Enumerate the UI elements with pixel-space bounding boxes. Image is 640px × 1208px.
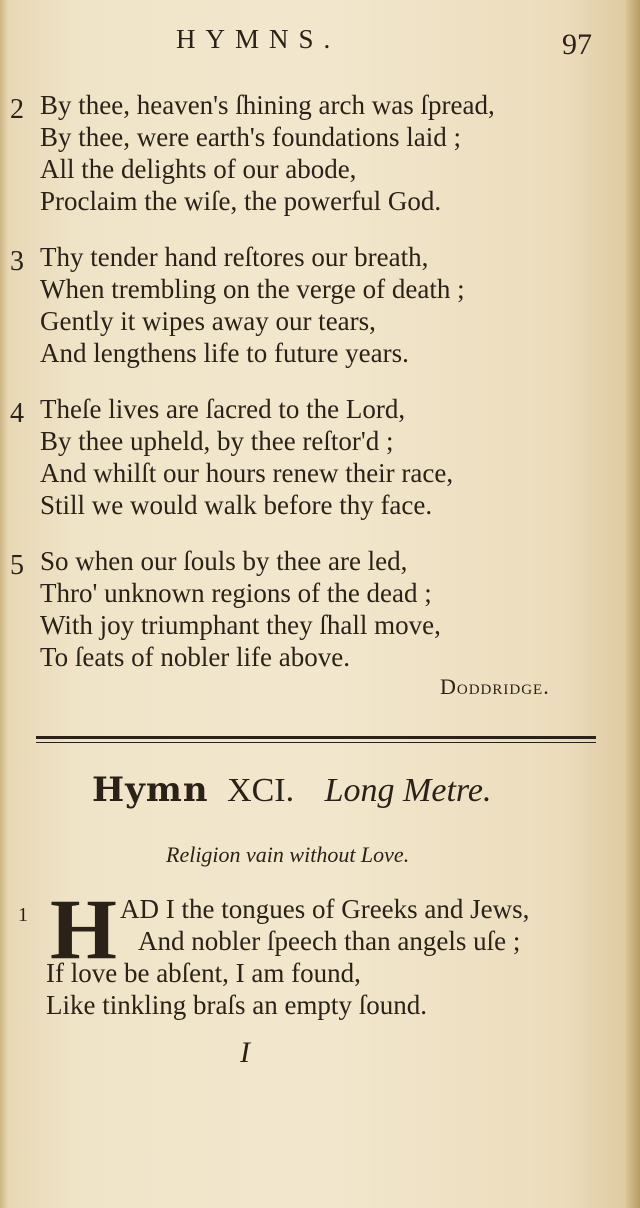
verse-line: With joy triumphant they ſhall move, [40, 610, 441, 640]
verse-number-1: 1 [18, 904, 28, 926]
verse-line: When trembling on the verge of death ; [40, 274, 465, 304]
catchword: I [240, 1036, 250, 1069]
running-head: HYMNS. [176, 24, 341, 54]
verse-line: Thro' unknown regions of the dead ; [40, 578, 432, 608]
verse-line: To ſeats of nobler life above. [40, 642, 350, 672]
verse-number-2: 2 [10, 94, 24, 125]
page-gutter [0, 0, 8, 1208]
verse-line: Proclaim the wiſe, the powerful God. [40, 186, 442, 216]
verse-line: Like tinkling braſs an empty ſound. [46, 990, 427, 1020]
verse-line: By thee, were earth's foundations laid ; [40, 122, 461, 152]
verse-line: And nobler ſpeech than angels uſe ; [138, 926, 521, 956]
verse-line: Still we would walk before thy face. [40, 490, 433, 520]
verse-line: If love be abſent, I am found, [46, 958, 361, 988]
hymn-heading [92, 770, 491, 810]
verse-line: And lengthens life to future years. [40, 338, 409, 368]
section-divider-thin [36, 742, 596, 743]
verse-number-5: 5 [10, 550, 24, 581]
page-edge [626, 0, 640, 1208]
verse-line: AD I the tongues of Greeks and Jews, [120, 894, 530, 924]
verse-line: Theſe lives are ſacred to the Lord, [40, 394, 406, 424]
verse-line: By thee upheld, by thee reſtor'd ; [40, 426, 394, 456]
verse-line: Thy tender hand reſtores our breath, [40, 242, 429, 272]
verse-line: All the delights of our abode, [40, 154, 357, 184]
verse-number-3: 3 [10, 246, 24, 277]
hymn-numeral: XCI. [227, 772, 295, 809]
verse-line: Gently it wipes away our tears, [40, 306, 376, 336]
verse-number-4: 4 [10, 398, 24, 429]
hymn-subtitle: Religion vain without Love. [166, 842, 410, 867]
verse-line: So when our ſouls by thee are led, [40, 546, 408, 576]
verse-line: By thee, heaven's ſhining arch was ſpread, [40, 90, 495, 120]
author-attribution: Doddridge. [440, 674, 550, 699]
page-number: 97 [562, 28, 592, 61]
section-divider [36, 736, 596, 739]
hymn-word: Hymn [92, 770, 209, 810]
hymn-metre: Long Metre. [324, 772, 492, 809]
verse-line: And whilſt our hours renew their race, [40, 458, 454, 488]
drop-cap: H [50, 881, 117, 977]
